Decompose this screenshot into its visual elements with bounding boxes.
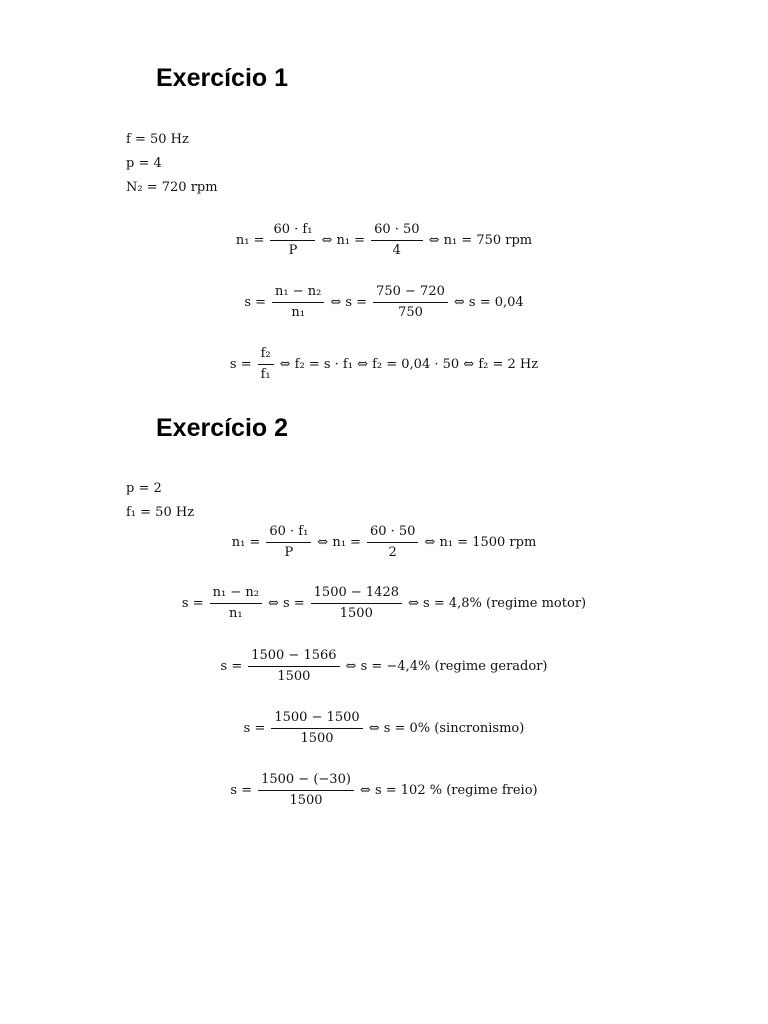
given-line: p = 4 [126,156,162,171]
fraction-numerator: 60 · f₁ [266,524,311,543]
equation-text: ⇔ n₁ = 1500 rpm [424,535,537,550]
fraction-numerator: f₂ [258,346,274,365]
fraction-numerator: 1500 − 1428 [311,585,402,604]
equation-text: ⇔ s = [267,596,305,611]
equation-text: ⇔ s = [330,295,368,310]
fraction [258,346,274,383]
equation-text: n₁ = [231,535,261,550]
fraction [271,710,362,747]
fraction-denominator: P [284,545,294,560]
equation-text: ⇔ s = 102 % (regime freio) [359,783,538,798]
fraction-denominator: 2 [388,545,397,560]
fraction [371,222,422,259]
given-line: N₂ = 720 rpm [126,180,218,195]
fraction-numerator: n₁ − n₂ [210,585,262,604]
fraction-denominator: 1500 [339,606,373,621]
equation [0,284,768,321]
fraction-numerator: n₁ − n₂ [272,284,324,303]
given-line: f₁ = 50 Hz [126,505,195,520]
equation-text: s = [244,295,267,310]
equation-text: ⇔ s = −4,4% (regime gerador) [345,659,548,674]
fraction-denominator: 1500 [300,731,334,746]
fraction [272,284,324,321]
fraction [266,524,311,561]
equation [0,648,768,685]
equation-text: ⇔ n₁ = [321,233,366,248]
equation-text: ⇔ n₁ = 750 rpm [428,233,533,248]
fraction [258,772,354,809]
given-line: p = 2 [126,481,162,496]
fraction-denominator: f₁ [260,367,271,382]
exercise-1-title: Exercício 1 [156,64,289,92]
fraction-numerator: 1500 − (−30) [258,772,354,791]
exercise-1-given [126,128,218,200]
fraction-numerator: 1500 − 1500 [271,710,362,729]
fraction [210,585,262,622]
fraction [311,585,402,622]
fraction-numerator: 750 − 720 [373,284,448,303]
equation-text: ⇔ f₂ = s · f₁ ⇔ f₂ = 0,04 · 50 ⇔ f₂ = 2 Hz [279,357,539,372]
equation-text: ⇔ n₁ = [317,535,361,550]
fraction-denominator: 4 [392,243,401,258]
equation-text: s = [181,596,204,611]
equation [0,524,768,561]
equation-text: s = [230,783,253,798]
equation [0,222,768,259]
fraction-numerator: 60 · f₁ [270,222,315,241]
fraction [248,648,339,685]
equation-text: n₁ = [235,233,265,248]
given-line: f = 50 Hz [126,132,189,147]
equation-text: ⇔ s = 0% (sincronismo) [368,721,525,736]
equation-text: s = [229,357,252,372]
equation-text: ⇔ s = 0,04 [453,295,524,310]
fraction-denominator: 750 [398,305,423,320]
equation [0,585,768,622]
fraction-denominator: 1500 [277,669,311,684]
fraction-denominator: n₁ [291,305,305,320]
fraction-numerator: 60 · 50 [371,222,422,241]
fraction-numerator: 60 · 50 [367,524,418,543]
equation-text: s = [243,721,266,736]
equation [0,346,768,383]
fraction [270,222,315,259]
fraction [373,284,448,321]
equation-text: s = [220,659,243,674]
equation [0,710,768,747]
fraction-denominator: n₁ [228,606,243,621]
fraction-denominator: 1500 [289,793,323,808]
exercise-2-given [126,477,194,525]
fraction-denominator: P [288,243,298,258]
equation-text: ⇔ s = 4,8% (regime motor) [407,596,587,611]
fraction [367,524,418,561]
fraction-numerator: 1500 − 1566 [248,648,339,667]
equation [0,772,768,809]
exercise-2-title: Exercício 2 [156,414,289,442]
